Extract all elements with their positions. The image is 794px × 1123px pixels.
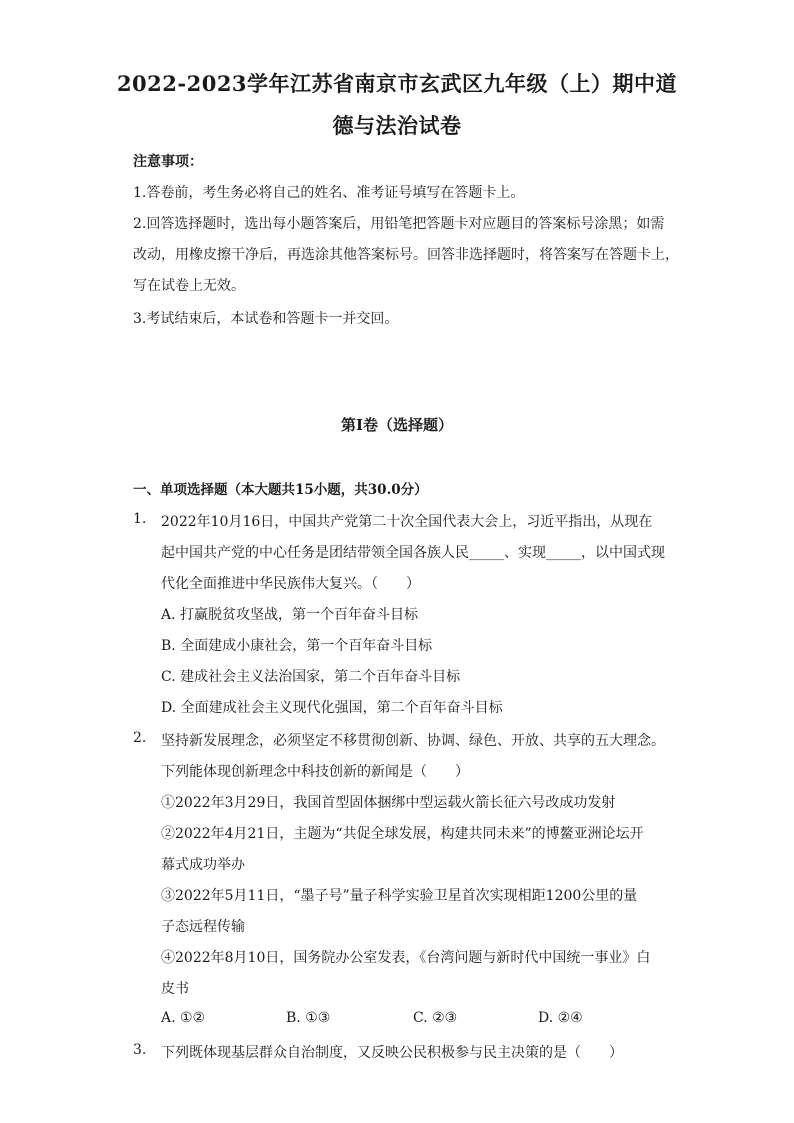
answer-option: D. 全面建成社会主义现代化强国，第二个百年奋斗目标 bbox=[161, 700, 503, 716]
answer-option: A. ①② bbox=[161, 1010, 206, 1026]
notice-item: 2.回答选择题时，选出每小题答案后，用铅笔把答题卡对应题目的答案标号涂黑；如需 bbox=[133, 216, 665, 232]
question-number: 2. bbox=[133, 730, 147, 746]
answer-option: C. ②③ bbox=[413, 1010, 458, 1026]
notice-item: 写在试卷上无效。 bbox=[133, 278, 245, 294]
notice-item: 改动，用橡皮擦干净后，再选涂其他答案标号。回答非选择题时，将答案写在答题卡上， bbox=[133, 247, 679, 263]
question-text-line: 下列能体现创新理念中科技创新的新闻是（ ） bbox=[161, 764, 469, 780]
question-text-line: 子态远程传输 bbox=[161, 919, 245, 935]
notice-item: 3.考试结束后，本试卷和答题卡一并交回。 bbox=[133, 311, 399, 327]
question-text-line: ②2022年4月21日，主题为“共促全球发展，构建共同未来”的博鳌亚洲论坛开 bbox=[161, 826, 644, 842]
question-text-line: 代化全面推进中华民族伟大复兴。（ ） bbox=[161, 576, 420, 592]
question-text-line: ③2022年5月11日，“墨子号”量子科学实验卫星首次实现相距1200公里的量 bbox=[161, 888, 638, 904]
document-title-line-2: 德与法治试卷 bbox=[332, 113, 462, 138]
question-number: 3. bbox=[133, 1042, 147, 1058]
question-text-line: 皮书 bbox=[161, 981, 189, 997]
answer-option: B. ①③ bbox=[286, 1010, 331, 1026]
answer-option: C. 建成社会主义法治国家，第二个百年奋斗目标 bbox=[161, 669, 461, 685]
question-text-line: 幕式成功举办 bbox=[161, 857, 245, 873]
question-text-line: 2022年10月16日，中国共产党第二十次全国代表大会上，习近平指出，从现在 bbox=[161, 514, 653, 530]
answer-option: B. 全面建成小康社会，第一个百年奋斗目标 bbox=[161, 638, 433, 654]
question-text-line: ④2022年8月10日，国务院办公室发表，《台湾问题与新时代中国统一事业》白 bbox=[161, 950, 651, 966]
question-number: 1. bbox=[133, 511, 147, 527]
document-title-line-1: 2022-2023学年江苏省南京市玄武区九年级（上）期中道 bbox=[116, 71, 678, 96]
volume-title: 第I卷（选择题） bbox=[340, 416, 454, 434]
question-text-line: 坚持新发展理念，必须坚定不移贯彻创新、协调、绿色、开放、共享的五大理念。 bbox=[161, 733, 665, 749]
notice-heading: 注意事项： bbox=[133, 154, 203, 170]
answer-option: D. ②④ bbox=[538, 1010, 583, 1026]
question-text-line: 下列既体现基层群众自治制度，又反映公民积极参与民主决策的是（ ） bbox=[161, 1045, 623, 1061]
question-text-line: 起中国共产党的中心任务是团结带领全国各族人民_____、实现_____，以中国式现 bbox=[161, 545, 665, 561]
answer-option: A. 打赢脱贫攻坚战，第一个百年奋斗目标 bbox=[161, 607, 419, 623]
part-heading: 一、单项选择题（本大题共15小题，共30.0分） bbox=[133, 482, 428, 498]
question-text-line: ①2022年3月29日，我国首型固体捆绑中型运载火箭长征六号改成功发射 bbox=[161, 795, 616, 811]
notice-item: 1.答卷前，考生务必将自己的姓名、准考证号填写在答题卡上。 bbox=[133, 185, 525, 201]
